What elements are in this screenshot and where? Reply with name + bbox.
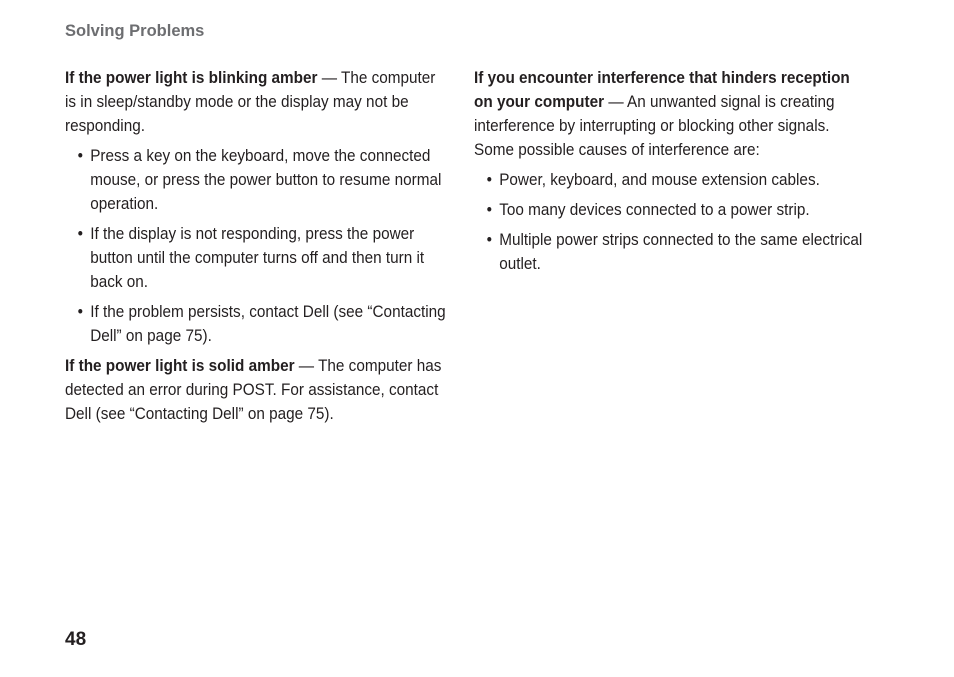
interference-text: — An unwanted signal is creating interference by interrupting or blocking other signals. Some possible causes of interference are: (474, 92, 835, 159)
left-column (65, 66, 447, 432)
list-item: • Press a key on the keyboard, move the connected mouse, or press the power button to resume normal operation. (65, 144, 447, 216)
section-header: Solving Problems (65, 22, 205, 40)
page-number: 48 (65, 629, 87, 650)
solid-amber-paragraph (65, 354, 447, 426)
interference-heading: If you encounter interference that hinders reception on your computer (474, 68, 850, 111)
blinking-amber-text: — The computer is in sleep/standby mode or the display may not be responding. (65, 68, 436, 135)
interference-causes-list (474, 168, 864, 276)
blinking-amber-paragraph (65, 66, 447, 138)
list-item: • Multiple power strips connected to the same electrical outlet. (474, 228, 864, 276)
solid-amber-text: — The computer has detected an error during POST. For assistance, contact Dell (see “Contacting Dell” on page 75). (65, 356, 442, 423)
blinking-amber-heading: If the power light is blinking amber (65, 68, 318, 87)
right-column (474, 66, 864, 282)
list-item: • If the display is not responding, press the power button until the computer turns off and then turn it back on. (65, 222, 447, 294)
solid-amber-heading: If the power light is solid amber (65, 356, 295, 375)
list-item: • Too many devices connected to a power strip. (474, 198, 864, 222)
interference-paragraph (474, 66, 864, 162)
list-item: • Power, keyboard, and mouse extension cables. (474, 168, 864, 192)
blinking-amber-list (65, 144, 447, 348)
list-item: • If the problem persists, contact Dell (see “Contacting Dell” on page 75). (65, 300, 447, 348)
